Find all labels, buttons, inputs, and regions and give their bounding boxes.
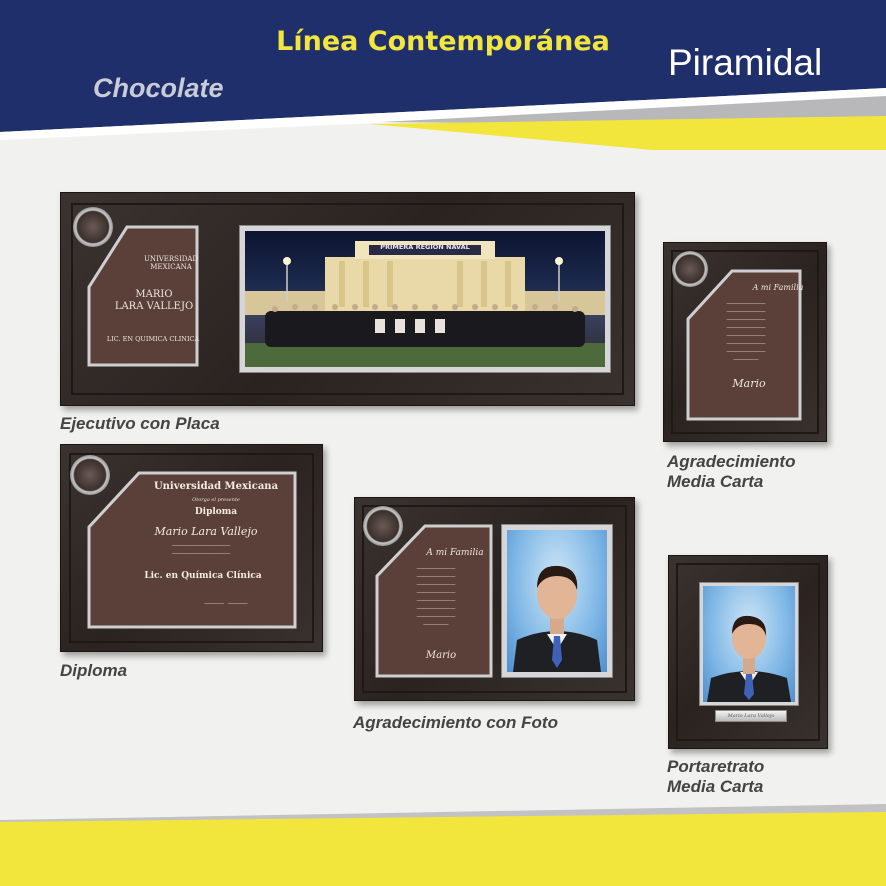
caption-agradecimiento-media-carta	[667, 452, 795, 492]
caption-diploma: Diploma	[60, 661, 128, 680]
caption-agradecimiento-con-foto: Agradecimiento con Foto	[353, 713, 558, 732]
diploma-otorga: Otorga el presente	[192, 497, 240, 503]
building-sign: PRIMERA REGION NAVAL	[380, 243, 470, 251]
caption-line2: Media Carta	[667, 777, 764, 796]
page-title: Línea Contemporánea	[276, 26, 610, 57]
product-ejecutivo-con-placa[interactable]	[60, 192, 635, 406]
plate-name-line2: LARA VALLEJO	[114, 301, 194, 312]
plate-university-line2: MEXICANA	[150, 263, 192, 271]
portrait-photo	[507, 530, 607, 672]
nameplate: Mario Lara Vallejo	[715, 710, 787, 722]
diploma-signatures: ─────── ───────	[204, 602, 248, 607]
product-portaretrato-media-carta[interactable]	[668, 555, 828, 749]
plate-university-line1: UNIVERSIDAD	[143, 255, 199, 263]
style-label: Piramidal	[668, 42, 823, 83]
product-diploma[interactable]	[60, 444, 323, 652]
caption-line2: Media Carta	[667, 472, 764, 491]
portrait-photo	[703, 586, 795, 702]
letter-signature: Mario	[732, 377, 766, 390]
plate-name-line1: MARIO	[135, 289, 173, 300]
letter-heading: A mi Familia	[426, 548, 484, 558]
product-agradecimiento-media-carta[interactable]	[663, 242, 827, 442]
group-photo	[245, 231, 605, 367]
letter-heading: A mi Familia	[752, 283, 804, 292]
product-agradecimiento-con-foto[interactable]	[354, 497, 635, 701]
diploma-university: Universidad Mexicana	[153, 481, 279, 492]
finish-label: Chocolate	[93, 73, 224, 103]
caption-line1: Agradecimiento	[667, 452, 796, 471]
diploma-word: Diploma	[194, 507, 238, 517]
footer-banner	[0, 800, 886, 886]
letter-signature: Mario	[425, 650, 457, 661]
caption-portaretrato-media-carta	[667, 757, 764, 797]
caption-line1: Portaretrato	[667, 757, 765, 776]
diploma-degree: Lic. en Química Clínica	[144, 571, 262, 581]
letter-body: ────────────── ────────────── ────────────── ────────────── ────────────── ────────────── ────────────── ─────────	[416, 567, 456, 628]
diploma-recipient: Mario Lara Vallejo	[154, 525, 258, 538]
letter-body: ────────────── ────────────── ────────────── ────────────── ────────────── ────────────── ────────────── ─────────	[726, 302, 766, 363]
caption-ejecutivo: Ejecutivo con Placa	[60, 414, 220, 433]
diploma-body: ───────────────────── ─────────────────────	[171, 544, 231, 557]
plate-degree: LIC. EN QUIMICA CLINICA	[106, 335, 200, 343]
